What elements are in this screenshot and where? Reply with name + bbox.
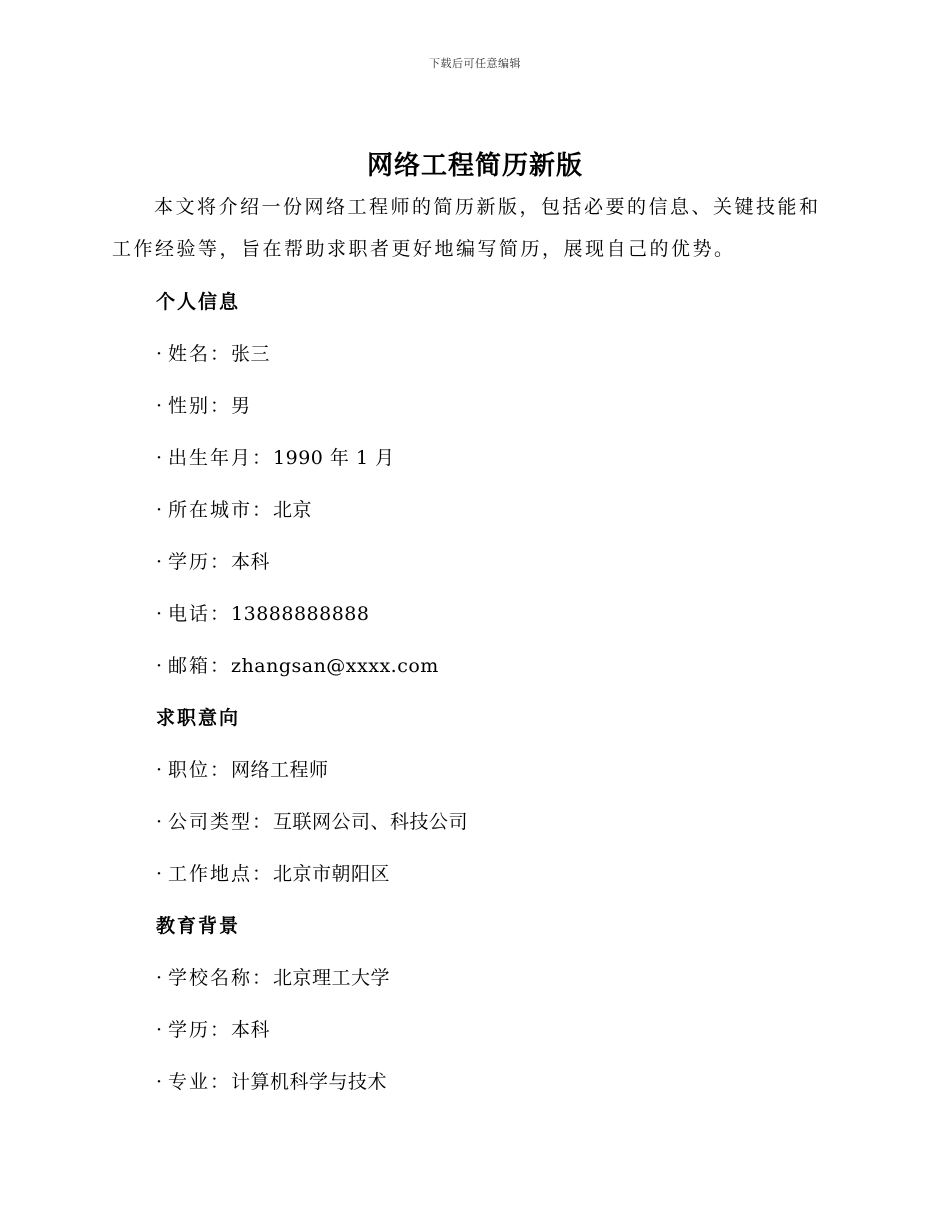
item-label: 工作地点： [168,863,274,885]
item-value: 北京 [273,499,313,521]
list-item-gender [156,380,846,432]
bullet-mark: · [156,655,163,677]
resume-content [156,276,846,1108]
bullet-mark: · [156,447,163,469]
item-value: 13888888888 [231,603,370,625]
list-item-company-type [156,796,846,848]
bullet-mark: · [156,603,163,625]
item-value: 北京理工大学 [273,967,391,989]
item-label: 学历： [168,1019,232,1041]
item-label: 公司类型： [168,811,274,833]
bullet-mark: · [156,1019,163,1041]
section-title: 教育背景 [156,915,241,937]
bullet-mark: · [156,499,163,521]
item-label: 职位： [168,759,232,781]
list-item-city [156,484,846,536]
item-label: 邮箱： [168,655,232,677]
list-item-position [156,744,846,796]
bullet-mark: · [156,863,163,885]
item-value: 1990 年 1 月 [273,447,395,469]
bullet-mark: · [156,395,163,417]
bullet-mark: · [156,343,163,365]
item-label: 所在城市： [168,499,274,521]
list-item-email [156,640,846,692]
item-value: zhangsan@xxxx.com [231,655,439,677]
section-personal-info [156,276,846,692]
item-label: 姓名： [168,343,232,365]
bullet-mark: · [156,1071,163,1093]
item-value: 男 [231,395,251,417]
item-value: 计算机科学与技术 [231,1071,388,1093]
list-item-phone [156,588,846,640]
item-value: 网络工程师 [231,759,329,781]
item-value: 本科 [231,1019,271,1041]
item-value: 互联网公司、科技公司 [273,811,469,833]
list-item-degree [156,536,846,588]
bullet-mark: · [156,759,163,781]
bullet-mark: · [156,967,163,989]
item-label: 专业： [168,1071,232,1093]
list-item-school [156,952,846,1004]
list-item-work-location [156,848,846,900]
intro-paragraph: 本文将介绍一份网络工程师的简历新版，包括必要的信息、关键技能和工作经验等，旨在帮助求职者更好地编写简历，展现自己的优势。 [112,196,821,260]
item-label: 学历： [168,551,232,573]
header-note: 下载后可任意编辑 [429,57,521,70]
section-job-intention [156,692,846,900]
list-item-edu-degree [156,1004,846,1056]
item-value: 北京市朝阳区 [273,863,391,885]
list-item-name [156,328,846,380]
bullet-mark: · [156,551,163,573]
item-label: 学校名称： [168,967,274,989]
item-value: 本科 [231,551,271,573]
item-label: 性别： [168,395,232,417]
section-title: 求职意向 [156,707,241,729]
page-title: 网络工程简历新版 [366,151,583,181]
section-title: 个人信息 [156,291,241,313]
list-item-birth [156,432,846,484]
section-education [156,900,846,1108]
list-item-major [156,1056,846,1108]
item-label: 出生年月： [168,447,274,469]
item-label: 电话： [168,603,232,625]
item-value: 张三 [231,343,271,365]
bullet-mark: · [156,811,163,833]
